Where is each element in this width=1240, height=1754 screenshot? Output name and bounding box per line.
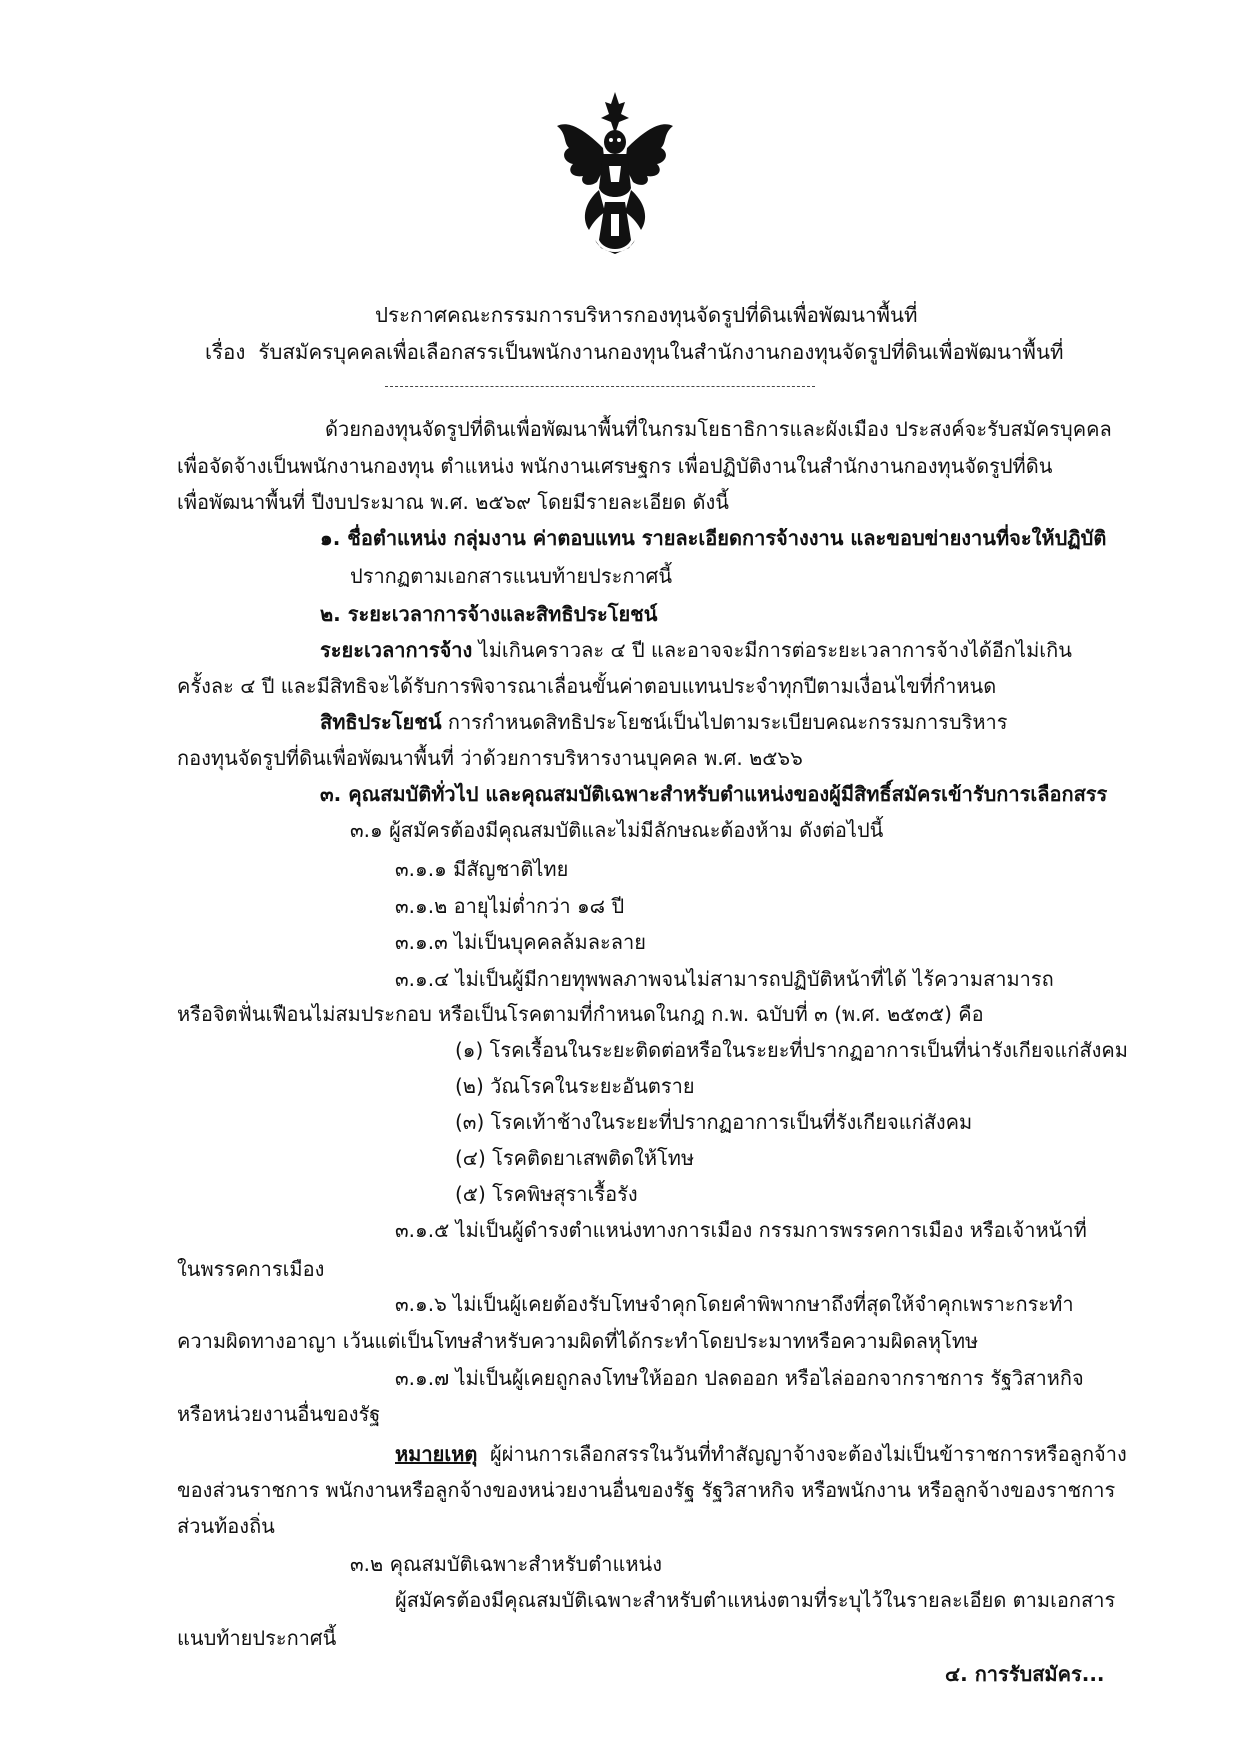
item-3-1-5: ๓.๑.๕ ไม่เป็นผู้ดำรงตำแหน่งทางการเมือง กรรมการพรรคการเมือง หรือเจ้าหน้าที่ [395,1218,1087,1242]
section-2-benefit-cont: กองทุนจัดรูปที่ดินเพื่อพัฒนาพื้นที่ ว่าด้วยการบริหารงานบุคคล พ.ศ. ๒๕๖๖ [177,746,803,770]
continuation-marker: ๔. การรับสมัคร... [945,1662,1105,1686]
intro-line-1: ด้วยกองทุนจัดรูปที่ดินเพื่อพัฒนาพื้นที่ในกรมโยธาธิการและผังเมือง ประสงค์จะรับสมัครบุคคล [325,417,1112,441]
note [395,1440,1127,1468]
item-3-1-7-cont: หรือหน่วยงานอื่นของรัฐ [177,1402,381,1426]
subject-text: รับสมัครบุคคลเพื่อเลือกสรรเป็นพนักงานกองทุนในสำนักงานกองทุนจัดรูปที่ดินเพื่อพัฒนาพื้นที่ [258,340,1064,364]
disease-5: (๕) โรคพิษสุราเรื้อรัง [455,1182,638,1206]
note-cont-2: ส่วนท้องถิ่น [177,1514,275,1538]
disease-2: (๒) วัณโรคในระยะอันตราย [455,1074,695,1098]
section-2-period [320,636,1072,664]
section-1-text: ปรากฏตามเอกสารแนบท้ายประกาศนี้ [350,564,673,588]
section-3-2: ๓.๒ คุณสมบัติเฉพาะสำหรับตำแหน่ง [350,1552,662,1576]
section-2-benefit [320,708,1008,736]
benefit-label: สิทธิประโยชน์ [320,710,442,734]
announcement-subject [205,338,1063,366]
note-cont-1: ของส่วนราชการ พนักงานหรือลูกจ้างของหน่วยงานอื่นของรัฐ รัฐวิสาหกิจ หรือพนักงาน หรือลูกจ้างของราชการ [177,1478,1116,1502]
intro-line-3: เพื่อพัฒนาพื้นที่ ปีงบประมาณ พ.ศ. ๒๕๖๙ โดยมีรายละเอียด ดังนี้ [177,490,729,514]
section-3-2-cont: แนบท้ายประกาศนี้ [177,1626,337,1650]
note-label: หมายเหตุ [395,1442,478,1466]
section-2-period-cont: ครั้งละ ๔ ปี และมีสิทธิจะได้รับการพิจารณาเลื่อนขั้นค่าตอบแทนประจำทุกปีตามเงื่อนไขที่กำหนด [177,674,997,698]
intro-line-2: เพื่อจัดจ้างเป็นพนักงานกองทุน ตำแหน่ง พนักงานเศรษฐกร เพื่อปฏิบัติงานในสำนักงานกองทุนจัดรูปที่ดิน [177,454,1053,478]
item-3-1-6: ๓.๑.๖ ไม่เป็นผู้เคยต้องรับโทษจำคุกโดยคำพิพากษาถึงที่สุดให้จำคุกเพราะกระทำ [395,1292,1074,1316]
title-separator [385,386,815,387]
note-text: ผู้ผ่านการเลือกสรรในวันที่ทำสัญญาจ้างจะต้องไม่เป็นข้าราชการหรือลูกจ้าง [490,1442,1127,1466]
period-text: ไม่เกินคราวละ ๔ ปี และอาจจะมีการต่อระยะเวลาการจ้างได้อีกไม่เกิน [478,638,1072,662]
section-3-2-text: ผู้สมัครต้องมีคุณสมบัติเฉพาะสำหรับตำแหน่งตามที่ระบุไว้ในรายละเอียด ตามเอกสาร [395,1588,1116,1612]
item-3-1-3: ๓.๑.๓ ไม่เป็นบุคคลล้มละลาย [395,930,646,954]
item-3-1-6-cont: ความผิดทางอาญา เว้นแต่เป็นโทษสำหรับความผิดที่ได้กระทำโดยประมาทหรือความผิดลหุโทษ [177,1329,979,1353]
disease-3: (๓) โรคเท้าช้างในระยะที่ปรากฏอาการเป็นที่รังเกียจแก่สังคม [455,1110,973,1134]
disease-1: (๑) โรคเรื้อนในระยะติดต่อหรือในระยะที่ปรากฏอาการเป็นที่น่ารังเกียจแก่สังคม [455,1038,1128,1062]
item-3-1-7: ๓.๑.๗ ไม่เป็นผู้เคยถูกลงโทษให้ออก ปลดออก หรือไล่ออกจากราชการ รัฐวิสาหกิจ [395,1366,1084,1390]
garuda-emblem [555,90,675,258]
item-3-1-2: ๓.๑.๒ อายุไม่ต่ำกว่า ๑๘ ปี [395,894,625,918]
subject-label: เรื่อง [205,340,246,364]
item-3-1-4-cont: หรือจิตฟั่นเฟือนไม่สมประกอบ หรือเป็นโรคตามที่กำหนดในกฎ ก.พ. ฉบับที่ ๓ (พ.ศ. ๒๕๓๕) คือ [177,1002,984,1026]
item-3-1-5-cont: ในพรรคการเมือง [177,1257,325,1281]
period-label: ระยะเวลาการจ้าง [320,638,473,662]
section-3-1: ๓.๑ ผู้สมัครต้องมีคุณสมบัติและไม่มีลักษณะต้องห้าม ดังต่อไปนี้ [350,818,884,842]
disease-4: (๔) โรคติดยาเสพติดให้โทษ [455,1146,695,1170]
benefit-text: การกำหนดสิทธิประโยชน์เป็นไปตามระเบียบคณะกรรมการบริหาร [447,710,1008,734]
section-3-heading: ๓. คุณสมบัติทั่วไป และคุณสมบัติเฉพาะสำหรับตำแหน่งของผู้มีสิทธิ์สมัครเข้ารับการเลือกสรร [320,782,1108,806]
item-3-1-1: ๓.๑.๑ มีสัญชาติไทย [395,857,569,881]
item-3-1-4: ๓.๑.๔ ไม่เป็นผู้มีกายทุพพลภาพจนไม่สามารถปฏิบัติหน้าที่ได้ ไร้ความสามารถ [395,967,1054,991]
section-1-heading: ๑. ชื่อตำแหน่ง กลุ่มงาน ค่าตอบแทน รายละเอียดการจ้างงาน และขอบข่ายงานที่จะให้ปฏิบัติ [320,526,1107,550]
section-2-heading: ๒. ระยะเวลาการจ้างและสิทธิประโยชน์ [320,602,658,626]
announcement-title: ประกาศคณะกรรมการบริหารกองทุนจัดรูปที่ดินเพื่อพัฒนาพื้นที่ [375,303,918,327]
